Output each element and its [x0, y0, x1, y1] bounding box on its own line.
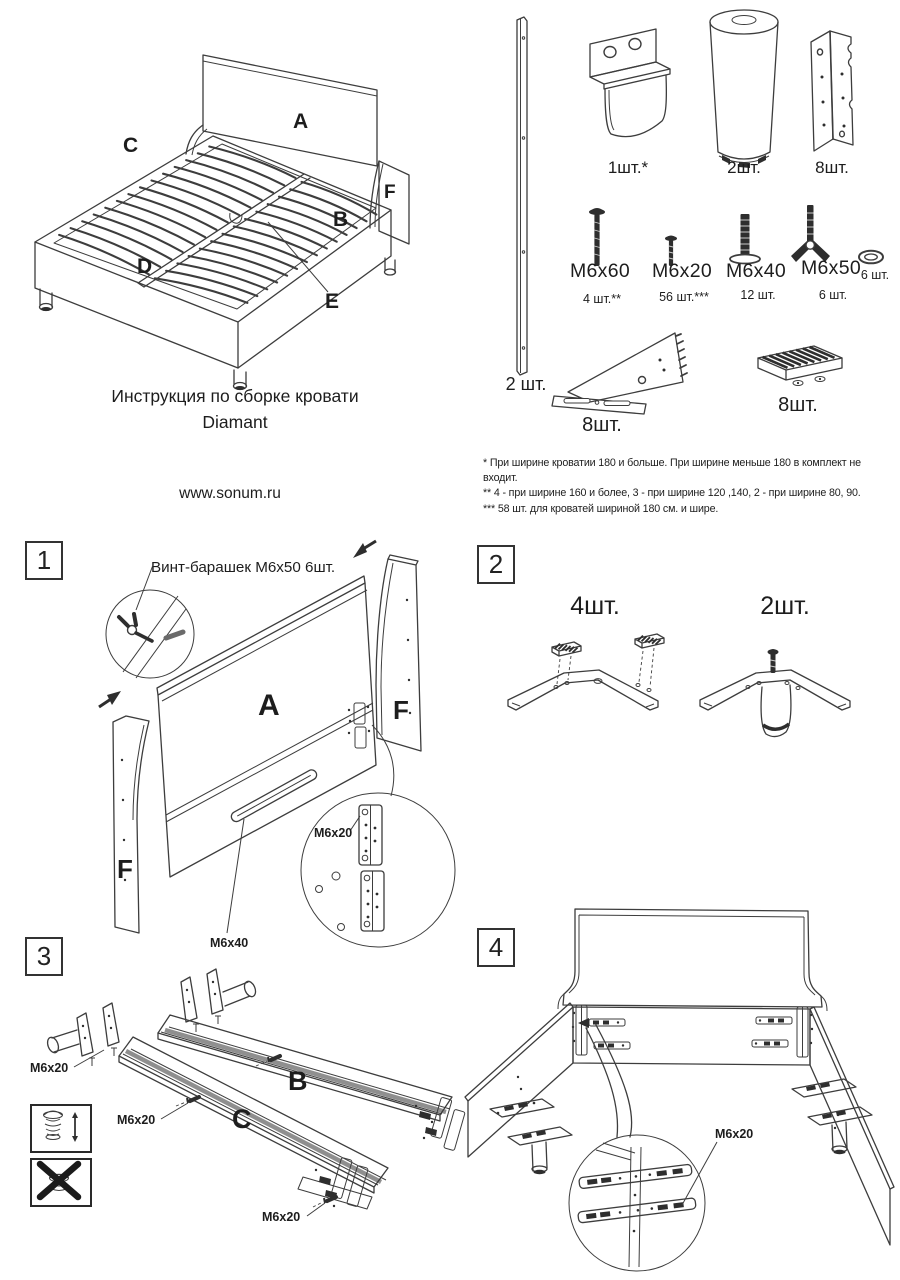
slats-drawing: [59, 147, 376, 303]
wall-bracket-qty-label: 1шт.*: [607, 158, 649, 177]
step2-qty-right: 2шт.: [760, 592, 810, 620]
corner-bracket-qty-label: 8шт.: [815, 158, 849, 177]
step-2-diagram: [470, 535, 900, 740]
screw-qty-m6x50: 6 шт.: [818, 288, 848, 302]
part-label-e: E: [325, 290, 340, 313]
headboard-drawing: [186, 55, 377, 166]
m6x20-leader-bottom: [307, 1203, 325, 1216]
left-side-rail-drawing: [465, 1003, 573, 1157]
dashed-screws: [176, 1056, 336, 1207]
headboard-rear-drawing: [558, 909, 827, 1011]
rail-b-leg-assembly: [181, 969, 258, 1032]
triangle-bracket-qty-label: 8шт.: [582, 414, 622, 436]
step-4-diagram: [460, 895, 900, 1280]
direction-arrows: [99, 541, 376, 707]
screw-name-m6x60: М6х60: [569, 260, 631, 282]
step1-m6x40-label: M6x40: [210, 936, 249, 950]
footnotes: [483, 456, 897, 517]
step2-qty-left: 4шт.: [570, 592, 620, 620]
right-legs-drawing: [792, 1079, 872, 1154]
screw-depth-icon: [32, 1106, 86, 1147]
corner-bracket-part-drawing: [800, 22, 864, 154]
m6x40-leader: [227, 819, 244, 933]
step3-m6x20-top: M6x20: [30, 1061, 69, 1075]
m6x20-leader: [682, 1142, 717, 1205]
step1-part-f-right-label: F: [393, 695, 409, 725]
footnote-1: * При ширине кроватии 180 и больше. При ширине меньше 180 в комплект не входит.: [483, 457, 861, 485]
crossed-out-screw-icon: [32, 1160, 86, 1201]
rail-b-drawing: [158, 1015, 467, 1151]
joint-detail-circle: [569, 1135, 705, 1271]
bed-overview-diagram: [25, 30, 470, 352]
back-rail-drawing: [572, 1005, 813, 1065]
m6x20-leader-mid: [161, 1103, 188, 1119]
screw-name-m6x50: М6х50: [800, 257, 862, 279]
washer-qty-label: 6 шт.: [860, 268, 890, 282]
bracket-detail-circle: [301, 793, 455, 947]
wing-screw-callout-label: Винт-барашек М6х50 6шт.: [151, 559, 336, 576]
step-1-diagram: [20, 535, 465, 983]
wall-bracket-part-drawing: [578, 22, 678, 152]
step4-m6x20-label: M6x20: [715, 1127, 754, 1141]
step-3-number: 3: [25, 937, 63, 976]
part-label-c: C: [123, 134, 139, 157]
step3-part-b-label: B: [288, 1066, 308, 1096]
triangle-bracket-part-drawing: [550, 330, 695, 418]
screw-depth-warning-box: [30, 1104, 92, 1153]
rail-c-drawing: [119, 1037, 388, 1209]
website-link: www.sonum.ru: [179, 485, 281, 502]
title-line-1: Инструкция по сборке кровати: [111, 386, 359, 406]
bolt-m6x60-icon: [588, 206, 606, 268]
wing-screw-callout-circle: [106, 590, 194, 678]
corner-plate-with-leg: [700, 649, 850, 737]
strip-part-drawing: [510, 14, 534, 380]
screw-name-m6x20: М6х20: [651, 260, 713, 282]
cylinder-leg-part-drawing: [706, 6, 782, 176]
bolt-m6x40-icon: [727, 212, 763, 266]
m6x20-leader-top: [74, 1050, 104, 1067]
cylinder-leg-qty-label: 2шт.: [727, 158, 761, 177]
left-legs-drawing: [490, 1099, 572, 1174]
page-title: [60, 383, 410, 435]
step1-part-a-label: A: [258, 689, 280, 722]
slat-holder-part-drawing: [752, 342, 848, 400]
step3-part-c-label: C: [232, 1104, 252, 1134]
step3-m6x20-bottom: M6x20: [262, 1210, 301, 1224]
part-label-a: A: [293, 110, 309, 133]
footnote-2: ** 4 - при ширине 160 и более, 3 - при ширине 120 ,140, 2 - при ширине 80, 90.: [483, 487, 861, 500]
side-panel-f-left-drawing: [113, 716, 149, 933]
step1-part-f-left-label: F: [117, 854, 133, 884]
bed-legs-drawing: [40, 258, 396, 390]
part-label-d: D: [137, 255, 153, 278]
screw-qty-m6x20: 56 шт.***: [659, 290, 709, 304]
right-side-rail-drawing: [810, 1007, 894, 1245]
slat-holder-qty-label: 8шт.: [778, 394, 818, 416]
part-label-b: B: [333, 208, 349, 231]
footnote-3: *** 58 шт. для кроватей шириной 180 см. и шире.: [483, 502, 719, 515]
corner-plate-with-holders: [508, 634, 664, 710]
step1-m6x20-label: M6x20: [314, 826, 353, 840]
step-4-number: 4: [477, 928, 515, 967]
rail-c-leg-assembly: [46, 1003, 119, 1066]
strip-qty-label: 2 шт.: [505, 374, 547, 394]
step-1-number: 1: [25, 541, 63, 580]
screw-name-m6x40: М6х40: [725, 260, 787, 282]
title-line-2: Diamant: [202, 412, 268, 432]
screw-qty-m6x60: 4 шт.**: [583, 292, 621, 306]
no-overtighten-warning-box: [30, 1158, 92, 1207]
step-2-number: 2: [477, 545, 515, 584]
screw-qty-m6x40: 12 шт.: [740, 288, 776, 302]
step3-m6x20-mid: M6x20: [117, 1113, 156, 1127]
wing-screw-leader: [136, 565, 153, 610]
part-label-f: F: [384, 182, 396, 203]
